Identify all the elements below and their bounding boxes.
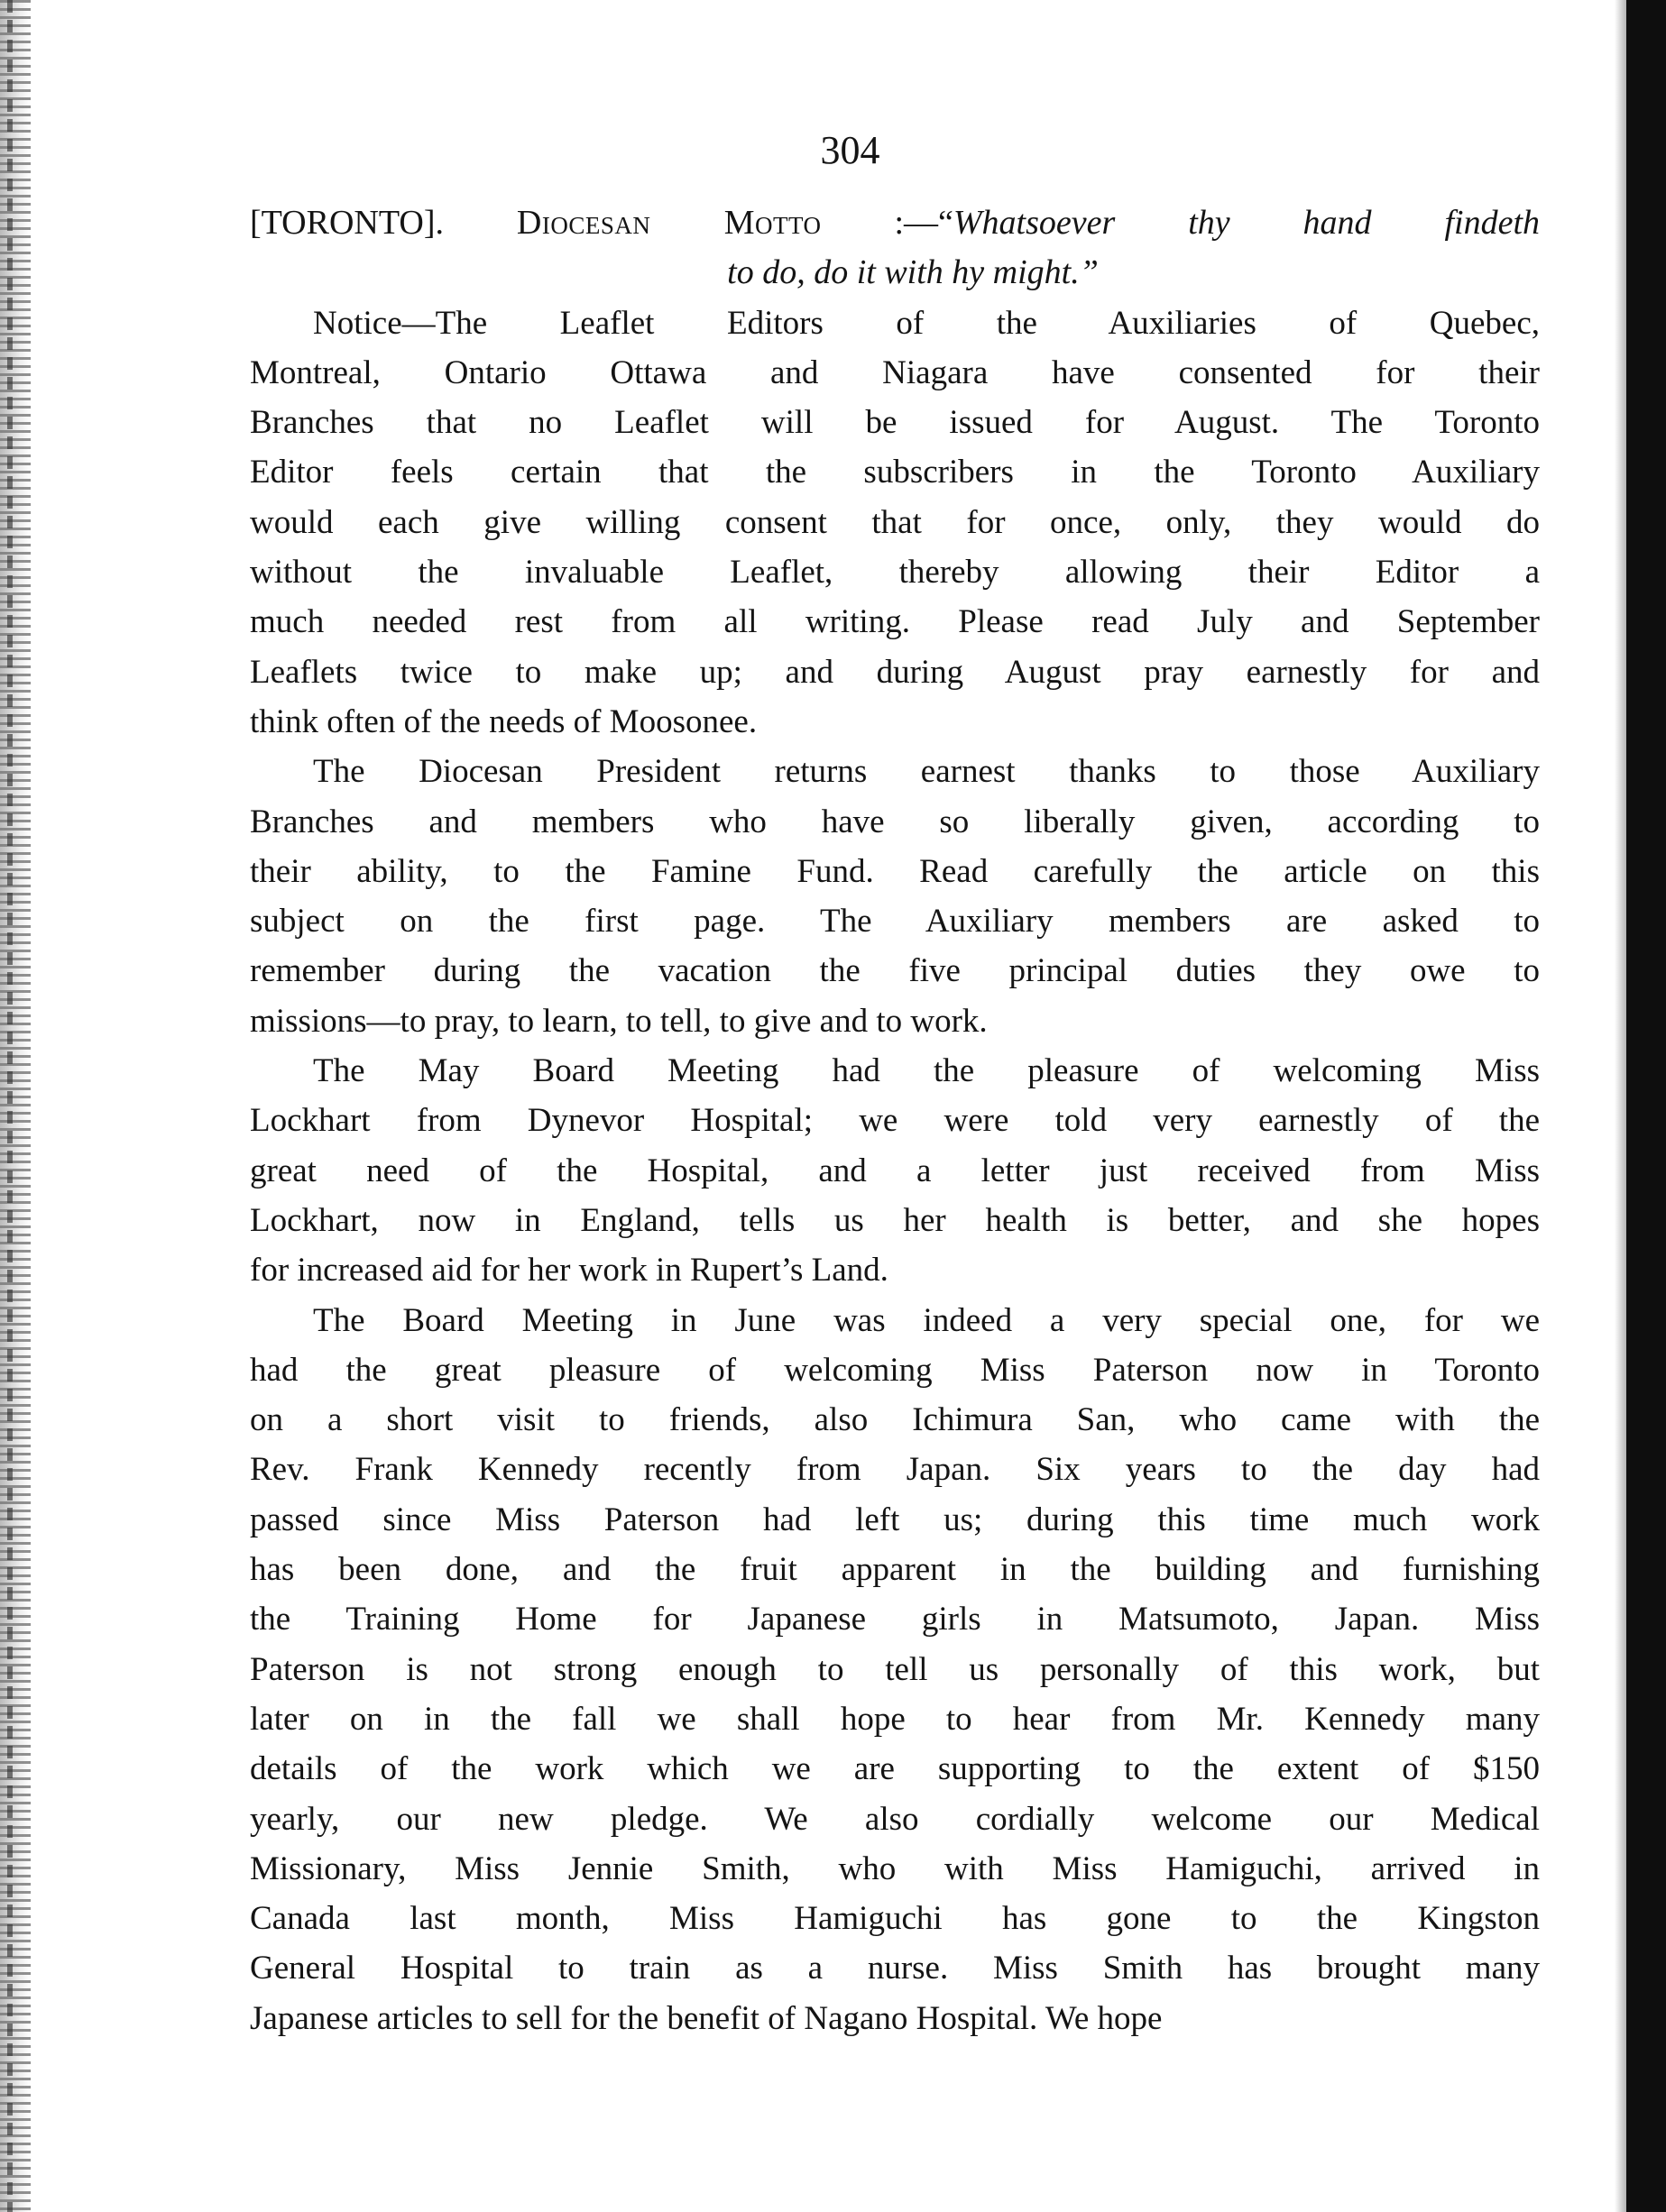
text-line: General Hospital to train as a nurse. Miss Smith has brought many [250, 1950, 1540, 1987]
text-line: Japanese articles to sell for the benefit of Nagano Hospital. We hope [250, 1999, 1163, 2037]
text-line: remember during the vacation the five principal duties they owe to [250, 952, 1540, 990]
text-line: Paterson is not strong enough to tell us personally of this work, but [250, 1650, 1540, 1688]
motto-text-line1: Whatsoever thy hand findeth [953, 204, 1540, 242]
text-line: think often of the needs of Moosonee. [250, 702, 758, 740]
body-paragraphs [250, 298, 1540, 2043]
diocese-name: [TORONTO]. [250, 204, 444, 242]
text-line: later on in the fall we shall hope to hear from Mr. Kennedy many [250, 1700, 1540, 1738]
paragraph [250, 1296, 1540, 2043]
text-line: details of the work which we are supporting to the extent of $150 [250, 1750, 1540, 1788]
heading-line [250, 198, 1540, 248]
text-line: Notice—The Leaflet Editors of the Auxiliaries of Quebec, [313, 304, 1540, 342]
scan-left-edge-marks [7, 0, 13, 2212]
text-line: has been done, and the fruit apparent in the building and furnishing [250, 1551, 1540, 1589]
text-line: for increased aid for her work in Rupert’s Land. [250, 1252, 888, 1290]
text-line: had the great pleasure of welcoming Miss Paterson now in Toronto [250, 1351, 1540, 1389]
text-line: Branches and members who have so liberally given, according to [250, 803, 1540, 840]
text-line: yearly, our new pledge. We also cordially welcome our Medical [250, 1800, 1540, 1838]
text-line: Branches that no Leaflet will be issued for August. The Toronto [250, 404, 1540, 442]
text-column [250, 198, 1540, 2043]
text-line: great need of the Hospital, and a letter just received from Miss [250, 1152, 1540, 1189]
paragraph [250, 747, 1540, 1046]
text-line: subject on the first page. The Auxiliary members are asked to [250, 903, 1540, 941]
text-line: would each give willing consent that for once, only, they would do [250, 503, 1540, 541]
motto-separator: :—“ [821, 204, 953, 242]
scan-right-shadow [1615, 0, 1626, 2212]
text-line: Montreal, Ontario Ottawa and Niagara have consented for their [250, 353, 1540, 391]
text-line: Missionary, Miss Jennie Smith, who with Miss Hamiguchi, arrived in [250, 1849, 1540, 1887]
text-line: Leaflets twice to make up; and during August pray earnestly for and [250, 653, 1540, 691]
text-line: the Training Home for Japanese girls in Matsumoto, Japan. Miss [250, 1601, 1540, 1638]
text-line: on a short visit to friends, also Ichimura San, who came with the [250, 1401, 1540, 1439]
motto-label: Diocesan Motto [516, 204, 822, 242]
text-line: The Board Meeting in June was indeed a very special one, for we [313, 1301, 1540, 1339]
page-number: 304 [820, 128, 880, 172]
text-line: Lockhart from Dynevor Hospital; we were told very earnestly of the [250, 1102, 1540, 1140]
text-line: The May Board Meeting had the pleasure of welcoming Miss [313, 1052, 1540, 1090]
scan-right-bar [1626, 0, 1666, 2212]
paragraph [250, 298, 1540, 748]
text-line: much needed rest from all writing. Please read July and September [250, 603, 1540, 641]
text-line: Lockhart, now in England, tells us her health is better, and she hopes [250, 1201, 1540, 1239]
text-line: Canada last month, Miss Hamiguchi has gone to the Kingston [250, 1900, 1540, 1938]
text-line: Editor feels certain that the subscribers in the Toronto Auxiliary [250, 454, 1540, 491]
text-line: The Diocesan President returns earnest thanks to those Auxiliary [313, 753, 1540, 791]
text-line: passed since Miss Paterson had left us; during this time much work [250, 1501, 1540, 1538]
paragraph [250, 1046, 1540, 1295]
scan-left-edge [0, 0, 31, 2212]
text-line: missions—to pray, to learn, to tell, to give and to work. [250, 1002, 988, 1040]
text-line: without the invaluable Leaflet, thereby allowing their Editor a [250, 554, 1540, 592]
text-line: their ability, to the Famine Fund. Read carefully the article on this [250, 852, 1540, 890]
motto-text-line2: to do, do it with hy might.” [727, 253, 1099, 292]
text-line: Rev. Frank Kennedy recently from Japan. Six years to the day had [250, 1451, 1540, 1489]
